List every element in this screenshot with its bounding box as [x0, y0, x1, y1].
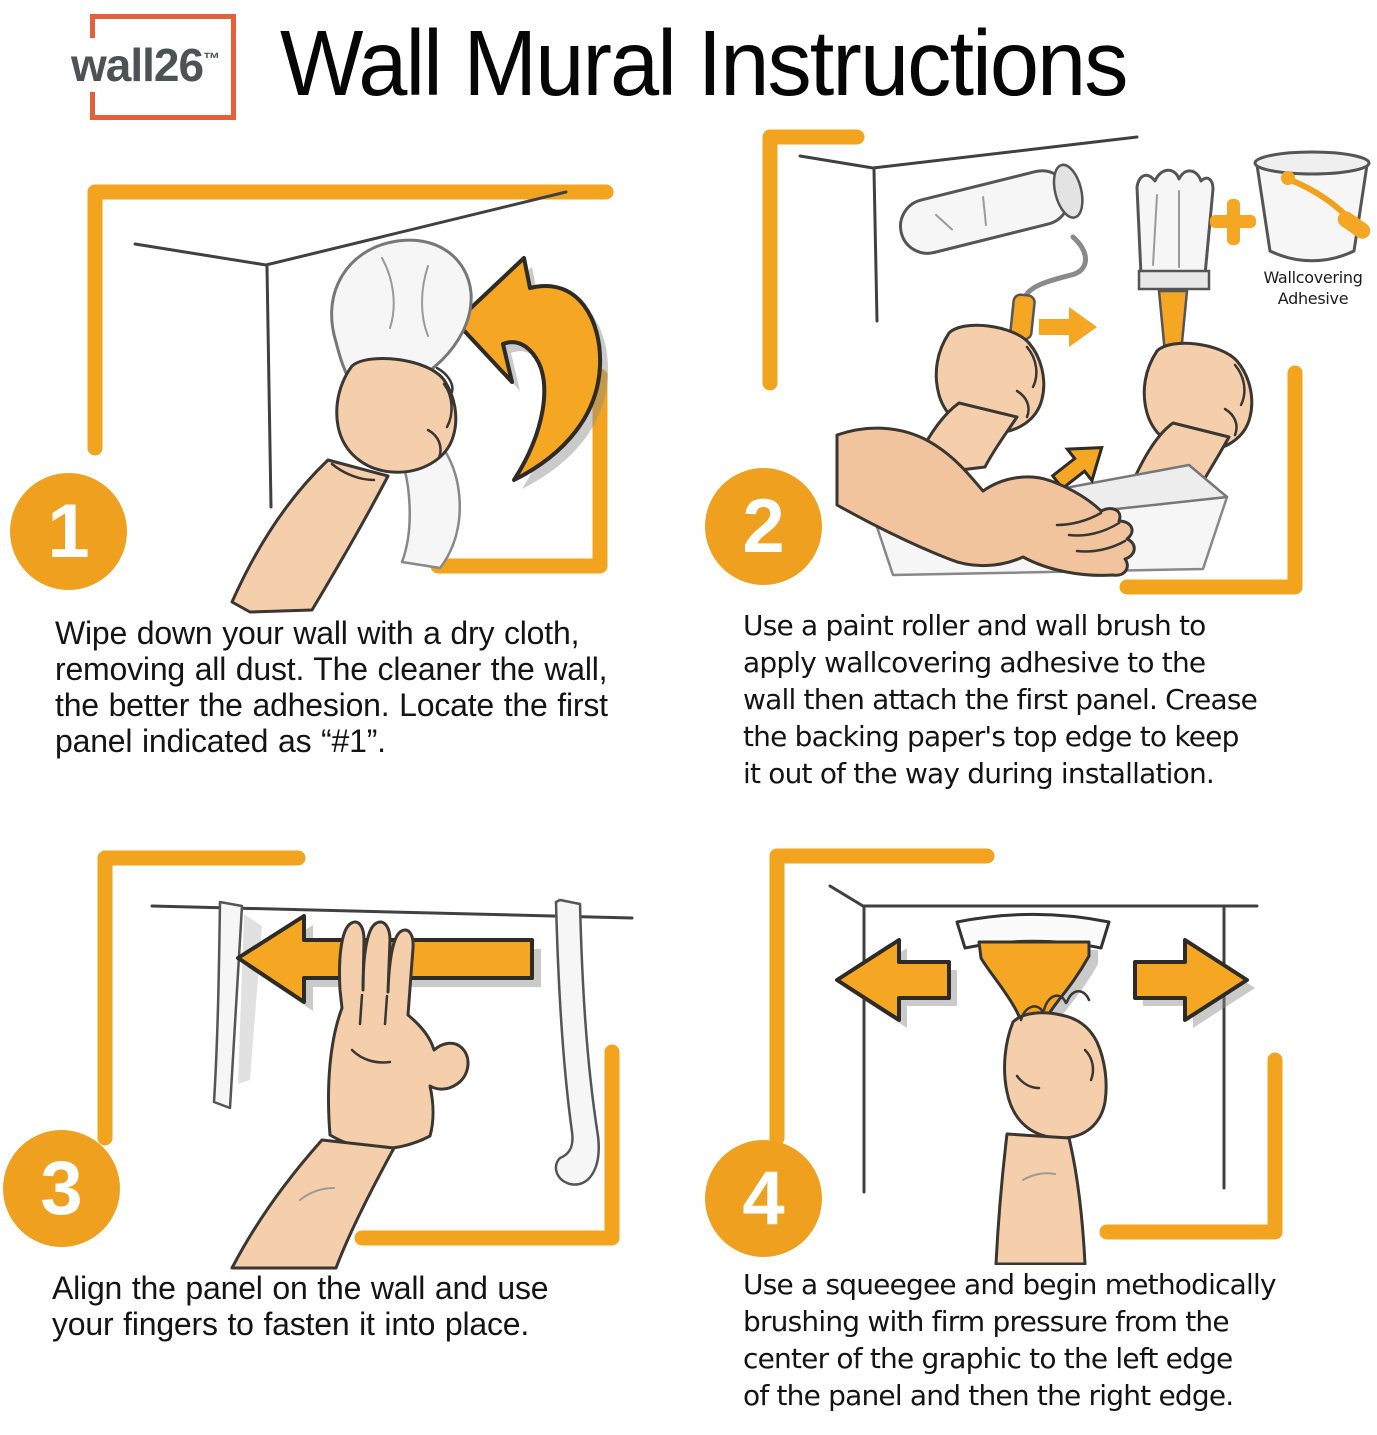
step-3-number: 3	[40, 1146, 83, 1231]
page-title: Wall Mural Instructions	[280, 11, 1127, 115]
step-1-text	[55, 615, 685, 759]
trademark-symbol: ™	[203, 49, 220, 69]
gripping-hand	[996, 991, 1106, 1264]
step-2-number: 2	[742, 484, 785, 569]
right-arrow-icon	[1039, 307, 1097, 347]
step-2-text-line: wall then attach the first panel. Crease	[743, 683, 1258, 716]
step-1-text-line: panel indicated as “#1”.	[55, 723, 386, 759]
step-4-text-line: Use a squeegee and begin methodically	[743, 1268, 1276, 1301]
step-3-number-badge	[3, 1130, 120, 1247]
step-1-section	[0, 130, 690, 795]
step-3-section	[0, 840, 690, 1380]
step-3-text-line: your fingers to fasten it into place.	[52, 1306, 530, 1342]
step-1-text-line: removing all dust. The cleaner the wall,	[55, 651, 608, 687]
bucket-label: Wallcovering Adhesive	[1263, 268, 1363, 308]
step-4-text-line: center of the graphic to the left edge	[743, 1342, 1233, 1375]
step-3-text-line: Align the panel on the wall and use	[52, 1270, 549, 1306]
step-4-text	[743, 1266, 1377, 1414]
step-1-text-line: the better the adhesion. Locate the first	[55, 687, 608, 723]
wall-brush-icon	[1137, 170, 1213, 353]
step-3-text	[52, 1270, 682, 1342]
plus-icon	[1210, 199, 1256, 245]
step-4-number: 4	[742, 1156, 785, 1241]
left-arrow-icon	[837, 940, 957, 1028]
step-2-text-line: the backing paper's top edge to keep	[743, 720, 1239, 753]
step-4-text-line: of the panel and then the right edge.	[743, 1379, 1234, 1412]
step-2-text	[743, 607, 1377, 792]
panel-left-edge-curl	[214, 902, 262, 1108]
step-1-text-line: Wipe down your wall with a dry cloth,	[55, 615, 580, 651]
adhesive-bucket-icon	[1255, 152, 1373, 261]
step-4-section	[687, 840, 1377, 1435]
step-4-text-line: brushing with firm pressure from the	[743, 1305, 1229, 1338]
step-2-number-badge	[705, 468, 822, 585]
step-1-number: 1	[47, 489, 90, 574]
paint-roller-icon	[895, 162, 1088, 340]
right-arrow-icon	[1135, 940, 1255, 1028]
step-2-text-line: apply wallcovering adhesive to the	[743, 646, 1206, 679]
logo-text: wall26	[71, 39, 204, 91]
panel-right-edge-curl	[556, 900, 599, 1185]
step-2-text-line: Use a paint roller and wall brush to	[743, 609, 1206, 642]
arm-and-fist	[232, 358, 460, 612]
rotate-arrow-icon	[456, 258, 608, 489]
step-2-text-line: it out of the way during installation.	[743, 757, 1215, 790]
step-4-number-badge	[705, 1140, 822, 1257]
wall26-logo	[64, 38, 226, 92]
step-1-number-badge	[10, 473, 127, 590]
step-2-section	[687, 125, 1377, 825]
